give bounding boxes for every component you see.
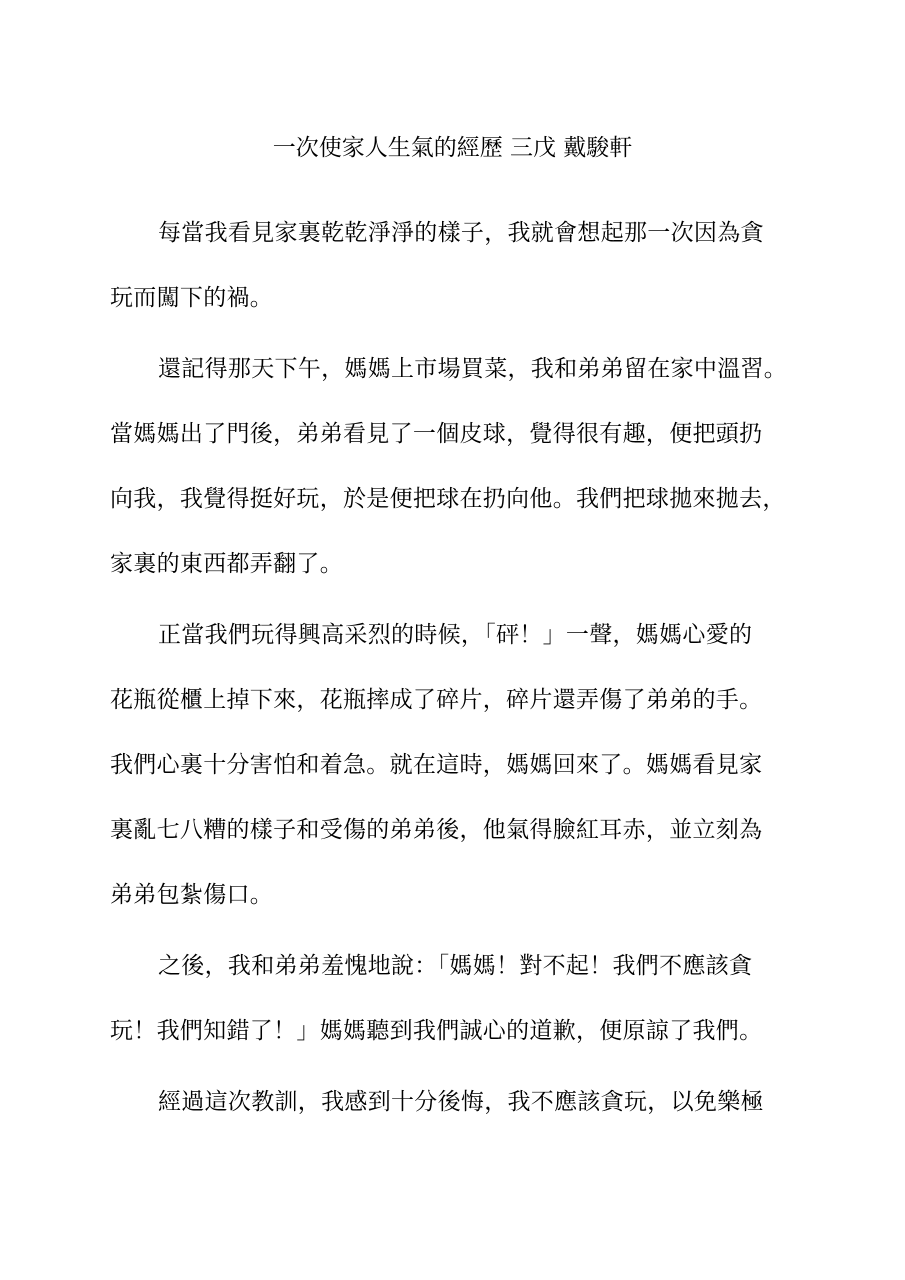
paragraph-line: 還記得那天下午，媽媽上市場買菜，我和弟弟留在家中溫習。 [158,356,788,382]
document-title: 一次使家人生氣的經歷 三戊 戴駿軒 [272,135,633,161]
paragraph-line: 玩而闖下的禍。 [110,285,274,311]
paragraph-line: 當媽媽出了門後，弟弟看見了一個皮球，覺得很有趣，便把頭扔 [110,421,763,447]
essay-body [110,201,810,1135]
paragraph-line: 每當我看見家裏乾乾淨淨的樣子，我就會想起那一次因為貪 [158,220,764,246]
paragraph-line: 花瓶從櫃上掉下來，花瓶摔成了碎片，碎片還弄傷了弟弟的手。 [110,687,763,713]
paragraph-line: 裏亂七八糟的樣子和受傷的弟弟後，他氣得臉紅耳赤，並立刻為 [110,817,763,843]
paragraph-3 [110,603,810,928]
paragraph-line: 正當我們玩得興高采烈的時候，「砰！」一聲，媽媽心愛的 [158,622,753,648]
paragraph-line: 向我，我覺得挺好玩，於是便把球在扔向他。我們把球拋來拋去， [110,486,786,512]
paragraph-line: 我們心裏十分害怕和着急。就在這時，媽媽回來了。媽媽看見家 [110,752,763,778]
paragraph-line: 弟弟包紮傷口。 [110,882,274,908]
paragraph-line: 經過這次教訓，我感到十分後悔，我不應該貪玩，以免樂極 [158,1089,764,1115]
paragraph-1 [110,201,810,331]
paragraph-4 [110,934,810,1064]
paragraph-line: 玩！我們知錯了！」媽媽聽到我們誠心的道歉，便原諒了我們。 [110,1018,763,1044]
paragraph-line: 家裏的東西都弄翻了。 [110,551,343,577]
paragraph-5 [110,1070,810,1135]
paragraph-line: 之後，我和弟弟羞愧地說：「媽媽！對不起！我們不應該貪 [158,953,753,979]
paragraph-2 [110,337,810,597]
